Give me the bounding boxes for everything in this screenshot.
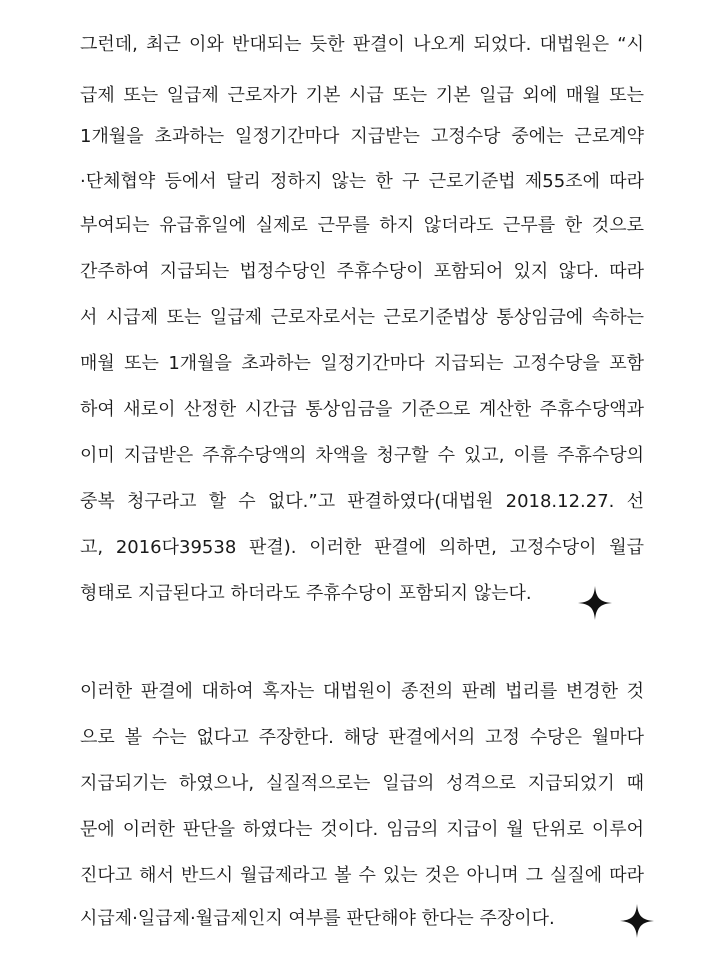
paragraph-line: 고, 2016다39538 판결). 이러한 판결에 의하면, 고정수당이 월급 (80, 537, 644, 558)
paragraph-line: 간주하여 지급되는 법정수당인 주휴수당이 포함되어 있지 않다. 따라 (80, 261, 644, 282)
paragraph-line: 으로 볼 수는 없다고 주장한다. 해당 판결에서의 고정 수당은 월마다 (80, 727, 644, 748)
paragraph-line: 1개월을 초과하는 일정기간마다 지급받는 고정수당 중에는 근로계약 (80, 126, 644, 147)
paragraph-line: 그런데, 최근 이와 반대되는 듯한 판결이 나오게 되었다. 대법원은 “시 (80, 34, 644, 55)
paragraph-line: 서 시급제 또는 일급제 근로자로서는 근로기준법상 통상임금에 속하는 (80, 307, 644, 328)
paragraph-line: 시급제·일급제·월급제인지 여부를 판단해야 한다는 주장이다. (80, 908, 555, 929)
sparkle-icon (620, 904, 654, 938)
paragraph-line: 하여 새로이 산정한 시간급 통상임금을 기준으로 계산한 주휴수당액과 (80, 399, 644, 420)
paragraph-line: 문에 이러한 판단을 하였다는 것이다. 임금의 지급이 월 단위로 이루어 (80, 819, 644, 840)
sparkle-icon (578, 586, 612, 620)
paragraph-line: 형태로 지급된다고 하더라도 주휴수당이 포함되지 않는다. (80, 583, 532, 604)
paragraph-line: 이러한 판결에 대하여 혹자는 대법원이 종전의 판례 법리를 변경한 것 (80, 681, 644, 702)
paragraph-line: 지급되기는 하였으나, 실질적으로는 일급의 성격으로 지급되었기 때 (80, 773, 644, 794)
paragraph-line: 진다고 해서 반드시 월급제라고 볼 수 있는 것은 아니며 그 실질에 따라 (80, 865, 644, 886)
paragraph-line: ·단체협약 등에서 달리 정하지 않는 한 구 근로기준법 제55조에 따라 (80, 171, 644, 192)
paragraph-line: 부여되는 유급휴일에 실제로 근무를 하지 않더라도 근무를 한 것으로 (80, 215, 644, 236)
paragraph-line: 이미 지급받은 주휴수당액의 차액을 청구할 수 있고, 이를 주휴수당의 (80, 445, 644, 466)
paragraph-line: 중복 청구라고 할 수 없다.”고 판결하였다(대법원 2018.12.27. 선 (80, 491, 644, 512)
paragraph-line: 매월 또는 1개월을 초과하는 일정기간마다 지급되는 고정수당을 포함 (80, 353, 644, 374)
paragraph-line: 급제 또는 일급제 근로자가 기본 시급 또는 기본 일급 외에 매월 또는 (80, 85, 644, 106)
